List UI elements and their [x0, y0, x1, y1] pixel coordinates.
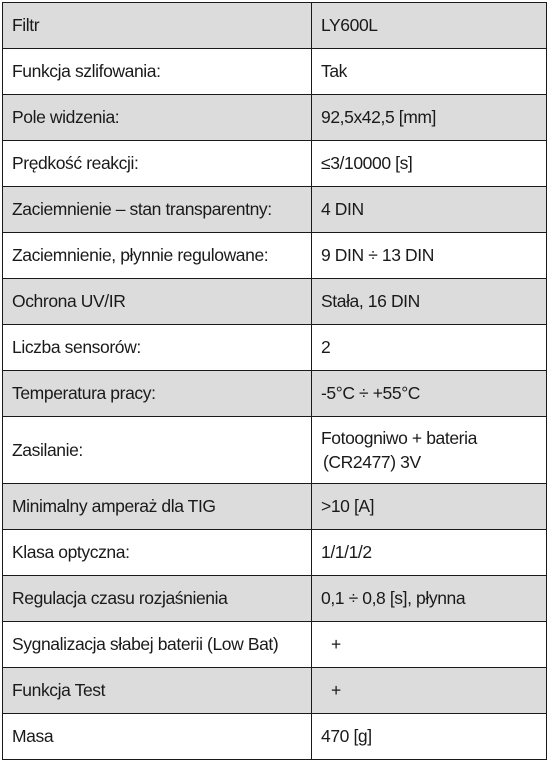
spec-value: 1/1/1/2 [312, 530, 547, 576]
spec-value: 4 DIN [312, 187, 547, 233]
spec-label: Zaciemnienie, płynnie regulowane: [3, 233, 312, 279]
spec-value: 0,1 ÷ 0,8 [s], płynna [312, 576, 547, 622]
table-row [3, 279, 547, 325]
table-row [3, 417, 547, 484]
spec-value-line: Fotoogniwo + bateria [321, 428, 477, 448]
table-row [3, 233, 547, 279]
spec-label: Minimalny amperaż dla TIG [3, 484, 312, 530]
spec-value: 2 [312, 325, 547, 371]
spec-label: Temperatura pracy: [3, 371, 312, 417]
specification-table [2, 2, 547, 760]
table-row [3, 3, 547, 49]
table-row [3, 622, 547, 668]
table-row [3, 95, 547, 141]
table-row [3, 49, 547, 95]
spec-value: LY600L [312, 3, 547, 49]
spec-label: Sygnalizacja słabej baterii (Low Bat) [3, 622, 312, 668]
table-row [3, 668, 547, 714]
spec-value: + [331, 634, 341, 654]
spec-label: Ochrona UV/IR [3, 279, 312, 325]
spec-value: 92,5x42,5 [mm] [312, 95, 547, 141]
spec-value: 9 DIN ÷ 13 DIN [312, 233, 547, 279]
spec-label: Funkcja szlifowania: [3, 49, 312, 95]
spec-label: Zaciemnienie – stan transparentny: [3, 187, 312, 233]
table-row [3, 484, 547, 530]
spec-label: Klasa optyczna: [3, 530, 312, 576]
spec-label: Pole widzenia: [3, 95, 312, 141]
spec-value: ≤3/10000 [s] [312, 141, 547, 187]
spec-value: + [331, 680, 341, 700]
spec-value-cell [312, 622, 547, 668]
table-row [3, 576, 547, 622]
spec-label: Prędkość reakcji: [3, 141, 312, 187]
spec-label: Liczba sensorów: [3, 325, 312, 371]
table-row [3, 371, 547, 417]
table-row [3, 325, 547, 371]
spec-value-multiline [312, 417, 547, 484]
spec-value: Stała, 16 DIN [312, 279, 547, 325]
spec-value-cell [312, 668, 547, 714]
spec-value: -5°C ÷ +55°C [312, 371, 547, 417]
table-row [3, 530, 547, 576]
spec-label: Regulacja czasu rozjaśnienia [3, 576, 312, 622]
spec-label: Masa [3, 714, 312, 760]
table-row [3, 714, 547, 760]
table-row [3, 187, 547, 233]
spec-label: Filtr [3, 3, 312, 49]
spec-value: >10 [A] [312, 484, 547, 530]
spec-value: Tak [312, 49, 547, 95]
spec-label: Zasilanie: [3, 417, 312, 484]
spec-value-line: (CR2477) 3V [323, 452, 421, 472]
spec-value: 470 [g] [312, 714, 547, 760]
table-row [3, 141, 547, 187]
spec-label: Funkcja Test [3, 668, 312, 714]
